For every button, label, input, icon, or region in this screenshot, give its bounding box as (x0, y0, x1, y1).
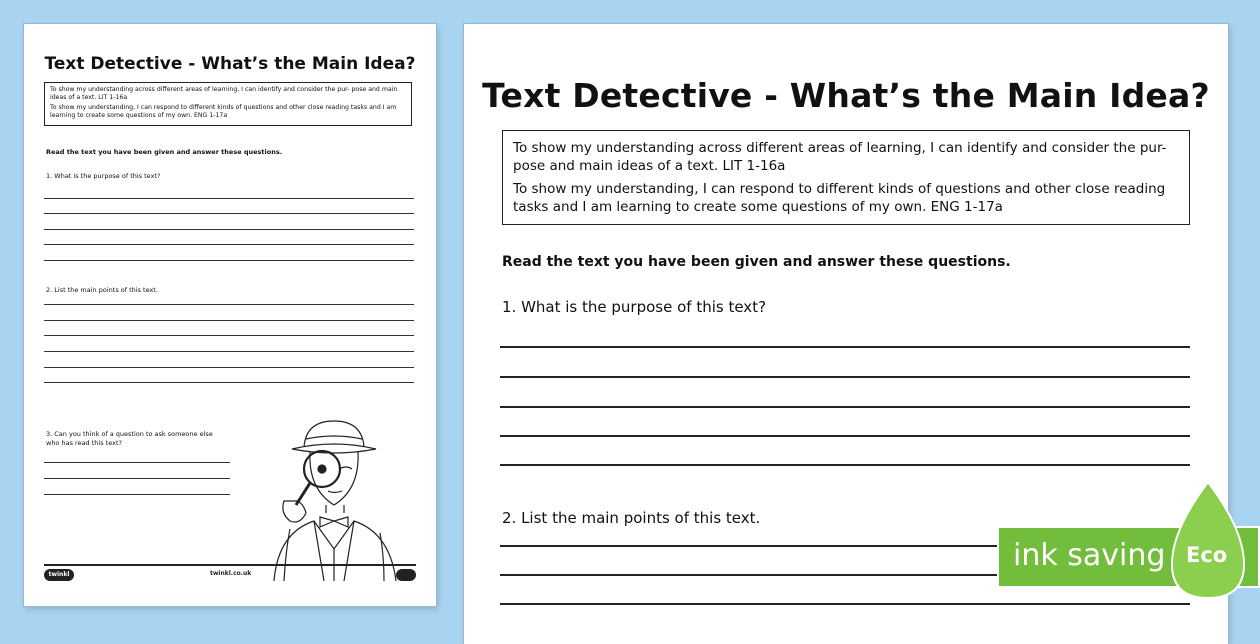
question-1: 1. What is the purpose of this text? (46, 172, 161, 180)
brand-logo: twinkl (44, 569, 74, 581)
question-2: 2. List the main points of this text. (46, 286, 158, 294)
learning-objectives-box (502, 130, 1190, 225)
ink-saving-label: ink saving (1013, 538, 1166, 573)
answer-line (44, 351, 414, 352)
answer-line (44, 304, 414, 305)
answer-line (500, 603, 1190, 605)
objective-1: To show my understanding across different areas of learning, I can identify and consider the pur- pose and main ideas of a text. LIT 1-16a (513, 140, 1167, 174)
instructions: Read the text you have been given and answer these questions. (502, 254, 1011, 270)
answer-line (44, 260, 414, 261)
answer-line (500, 435, 1190, 437)
answer-line (44, 335, 414, 336)
brand-logo-small (396, 569, 416, 581)
question-2: 2. List the main points of this text. (502, 509, 761, 527)
page-title: Text Detective - What’s the Main Idea? (44, 54, 416, 74)
answer-line (44, 494, 230, 495)
question-3: 3. Can you think of a question to ask someone else who has read this text? (46, 430, 213, 447)
objective-1: To show my understanding across different areas of learning, I can identify and consider the pur- pose and main ideas of a text. LIT 1-16a (50, 86, 398, 101)
worksheet-preview-small[interactable] (24, 24, 436, 606)
answer-line (44, 478, 230, 479)
instructions: Read the text you have been given and answer these questions. (46, 148, 283, 156)
answer-line (44, 198, 414, 199)
answer-line (44, 229, 414, 230)
question-1: 1. What is the purpose of this text? (502, 298, 767, 316)
answer-line (500, 376, 1190, 378)
learning-objectives-box (44, 82, 412, 126)
answer-line (44, 382, 414, 383)
answer-line (500, 406, 1190, 408)
answer-line (44, 367, 414, 368)
detective-illustration (234, 409, 414, 581)
objective-2: To show my understanding, I can respond to different kinds of questions and other close reading tasks and I am learning to create some questions of my own. ENG 1-17a (513, 181, 1166, 215)
answer-line (500, 464, 1190, 466)
answer-line (44, 462, 230, 463)
page-title: Text Detective - What’s the Main Idea? (482, 76, 1210, 115)
answer-line (44, 320, 414, 321)
eco-label: Eco (1186, 543, 1228, 567)
footer-url: twinkl.co.uk (210, 570, 252, 577)
answer-line (44, 244, 414, 245)
answer-line (500, 346, 1190, 348)
objective-2: To show my understanding, I can respond to different kinds of questions and other close reading tasks and I am learning to create some questions of my own. ENG 1-17a (50, 104, 397, 119)
answer-line (44, 213, 414, 214)
footer-rule (44, 564, 416, 566)
